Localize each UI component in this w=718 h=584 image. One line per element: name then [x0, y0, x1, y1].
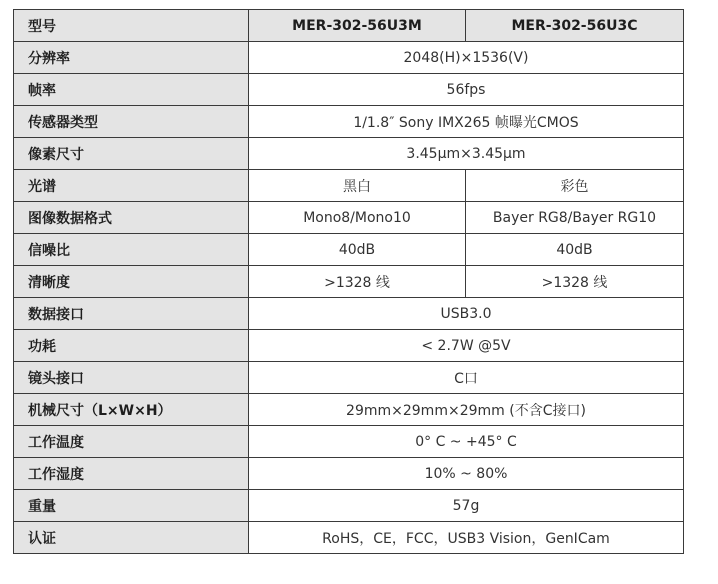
row-value: C口 [249, 362, 684, 394]
row-label: 帧率 [14, 74, 249, 106]
row-value-color: >1328 线 [466, 266, 684, 298]
row-label: 像素尺寸 [14, 138, 249, 170]
row-spectrum [14, 170, 684, 202]
row-label: 图像数据格式 [14, 202, 249, 234]
row-value-color: 40dB [466, 234, 684, 266]
row-value: 56fps [249, 74, 684, 106]
row-data-interface [14, 298, 684, 330]
row-value-mono: >1328 线 [249, 266, 466, 298]
row-certification [14, 522, 684, 554]
row-resolution [14, 42, 684, 74]
row-operating-humidity [14, 458, 684, 490]
row-value-color: 彩色 [466, 170, 684, 202]
row-frame-rate [14, 74, 684, 106]
row-definition [14, 266, 684, 298]
row-operating-temperature [14, 426, 684, 458]
row-label: 数据接口 [14, 298, 249, 330]
row-label: 重量 [14, 490, 249, 522]
row-label: 信噪比 [14, 234, 249, 266]
row-value: 57g [249, 490, 684, 522]
row-value-color: Bayer RG8/Bayer RG10 [466, 202, 684, 234]
row-label: 工作湿度 [14, 458, 249, 490]
spec-table [13, 9, 684, 554]
header-label: 型号 [14, 10, 249, 42]
row-value: 1/1.8″ Sony IMX265 帧曝光CMOS [249, 106, 684, 138]
row-power [14, 330, 684, 362]
row-value-mono: 黑白 [249, 170, 466, 202]
row-label: 机械尺寸（L×W×H） [14, 394, 249, 426]
row-weight [14, 490, 684, 522]
row-label: 认证 [14, 522, 249, 554]
row-label: 传感器类型 [14, 106, 249, 138]
row-label: 镜头接口 [14, 362, 249, 394]
row-snr [14, 234, 684, 266]
spec-table-body [14, 10, 684, 554]
model-color: MER-302-56U3C [466, 10, 684, 42]
row-value: 2048(H)×1536(V) [249, 42, 684, 74]
row-image-format [14, 202, 684, 234]
row-value: USB3.0 [249, 298, 684, 330]
row-value: 10% ~ 80% [249, 458, 684, 490]
row-value: 29mm×29mm×29mm (不含C接口) [249, 394, 684, 426]
row-value: RoHS，CE，FCC，USB3 Vision，GenICam [249, 522, 684, 554]
row-value: 3.45μm×3.45μm [249, 138, 684, 170]
row-label: 功耗 [14, 330, 249, 362]
row-value: < 2.7W @5V [249, 330, 684, 362]
row-value-mono: Mono8/Mono10 [249, 202, 466, 234]
row-value-mono: 40dB [249, 234, 466, 266]
row-label: 光谱 [14, 170, 249, 202]
row-lens-mount [14, 362, 684, 394]
row-dimensions [14, 394, 684, 426]
row-pixel-size [14, 138, 684, 170]
row-label: 清晰度 [14, 266, 249, 298]
model-mono: MER-302-56U3M [249, 10, 466, 42]
row-sensor-type [14, 106, 684, 138]
row-label: 分辨率 [14, 42, 249, 74]
header-row [14, 10, 684, 42]
row-value: 0° C ~ +45° C [249, 426, 684, 458]
row-label: 工作温度 [14, 426, 249, 458]
